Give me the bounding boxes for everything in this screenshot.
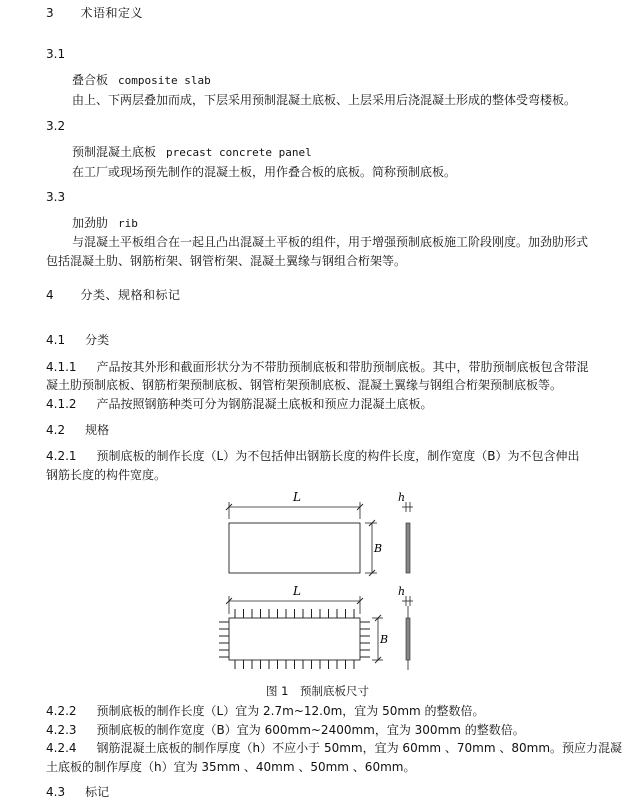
subsection-4-2-heading bbox=[46, 420, 109, 440]
dim-label-L: L bbox=[293, 490, 301, 504]
dim-label-h: h bbox=[398, 491, 406, 504]
term-zh: 预制混凝土底板 bbox=[72, 145, 157, 159]
term-title bbox=[72, 70, 211, 91]
term-zh: 加劲肋 bbox=[72, 216, 109, 230]
clause-number: 4.2.1 bbox=[46, 449, 77, 463]
clause-text: 产品按照钢筋种类可分为钢筋混凝土底板和预应力混凝土底板。 bbox=[96, 397, 433, 411]
section-number: 3 bbox=[46, 6, 55, 20]
panel-plan-rect bbox=[229, 523, 360, 573]
section-4-heading bbox=[46, 286, 180, 303]
subsection-title: 标记 bbox=[85, 785, 110, 799]
subsection-4-1-heading bbox=[46, 330, 109, 350]
dim-label-h: h bbox=[398, 585, 406, 598]
clause-number: 4.1.1 bbox=[46, 360, 77, 374]
clause-4-2-3 bbox=[46, 720, 525, 740]
clause-4-2-4-line2: 土底板的制作厚度（h）宜为 35mm 、40mm 、50mm 、60mm。 bbox=[46, 760, 416, 774]
term-number: 3.1 bbox=[46, 47, 66, 61]
term-definition: 在工厂或现场预先制作的混凝土板，用作叠合板的底板。简称预制底板。 bbox=[72, 165, 457, 179]
clause-4-1-2 bbox=[46, 394, 433, 414]
term-definition-line1: 与混凝土平板组合在一起且凸出混凝土平板的组件，用于增强预制底板施工阶段刚度。加劲肋形式 bbox=[72, 235, 589, 249]
subsection-4-3-heading bbox=[46, 782, 109, 802]
subsection-title: 规格 bbox=[85, 423, 110, 437]
clause-4-1-1-line1 bbox=[46, 357, 589, 377]
subsection-number: 4.1 bbox=[46, 333, 66, 347]
term-en: composite slab bbox=[118, 74, 211, 87]
clause-number: 4.2.2 bbox=[46, 704, 77, 718]
clause-4-2-1-line1 bbox=[46, 446, 579, 466]
term-en: precast concrete panel bbox=[166, 146, 312, 159]
dim-label-L: L bbox=[293, 584, 301, 598]
clause-text: 预制底板的制作长度（L）宜为 2.7m~12.0m，宜为 50mm 的整数倍。 bbox=[96, 704, 485, 718]
section-title: 术语和定义 bbox=[80, 6, 143, 20]
plain-panel-drawing bbox=[226, 490, 413, 576]
clause-text: 钢筋混凝土底板的制作厚度（h）不应小于 50mm，宜为 60mm 、70mm 、80mm。预应力混凝 bbox=[96, 741, 623, 755]
clause-number: 4.2.3 bbox=[46, 723, 77, 737]
panel-section-rect bbox=[406, 618, 410, 660]
term-number: 3.2 bbox=[46, 119, 66, 133]
clause-text: 产品按其外形和截面形状分为不带肋预制底板和带肋预制底板。其中，带肋预制底板包含带混 bbox=[96, 360, 589, 374]
dim-label-B: B bbox=[380, 633, 389, 646]
term-title bbox=[72, 142, 312, 163]
clause-4-1-1-line2: 凝土肋预制底板、钢筋桁架预制底板、钢管桁架预制底板、混凝土翼缘与钢组合桁架预制底板等。 bbox=[46, 378, 563, 392]
section-number: 4 bbox=[46, 288, 55, 302]
subsection-number: 4.3 bbox=[46, 785, 66, 799]
clause-4-2-1-line2: 钢筋长度的构件宽度。 bbox=[46, 468, 167, 482]
term-title bbox=[72, 213, 138, 234]
clause-4-2-4-line1 bbox=[46, 738, 622, 758]
term-definition: 由上、下两层叠加而成，下层采用预制混凝土底板、上层采用后浇混凝土形成的整体受弯楼板。 bbox=[72, 93, 577, 107]
panel-section-rect bbox=[406, 523, 410, 573]
clause-number: 4.1.2 bbox=[46, 397, 77, 411]
term-zh: 叠合板 bbox=[72, 73, 109, 87]
term-definition-line2: 包括混凝土肋、钢筋桁架、钢管桁架、混凝土翼缘与钢组合桁架等。 bbox=[46, 254, 407, 268]
dim-label-B: B bbox=[374, 542, 383, 555]
subsection-title: 分类 bbox=[85, 333, 110, 347]
clause-number: 4.2.4 bbox=[46, 741, 77, 755]
figure-caption: 图 1 预制底板尺寸 bbox=[266, 684, 369, 698]
panel-with-bars-drawing bbox=[219, 584, 413, 670]
term-number: 3.3 bbox=[46, 190, 66, 204]
clause-text: 预制底板的制作长度（L）为不包括伸出钢筋长度的构件长度，制作宽度（B）为不包含伸出 bbox=[96, 449, 580, 463]
term-en: rib bbox=[118, 217, 138, 230]
section-3-heading bbox=[46, 4, 143, 21]
section-title: 分类、规格和标记 bbox=[80, 288, 181, 302]
clause-text: 预制底板的制作宽度（B）宜为 600mm~2400mm，宜为 300mm 的整数倍。 bbox=[96, 723, 525, 737]
panel-plan-rect bbox=[229, 618, 360, 660]
subsection-number: 4.2 bbox=[46, 423, 66, 437]
clause-4-2-2 bbox=[46, 701, 485, 721]
figure-precast-panel-dimensions bbox=[210, 488, 430, 680]
